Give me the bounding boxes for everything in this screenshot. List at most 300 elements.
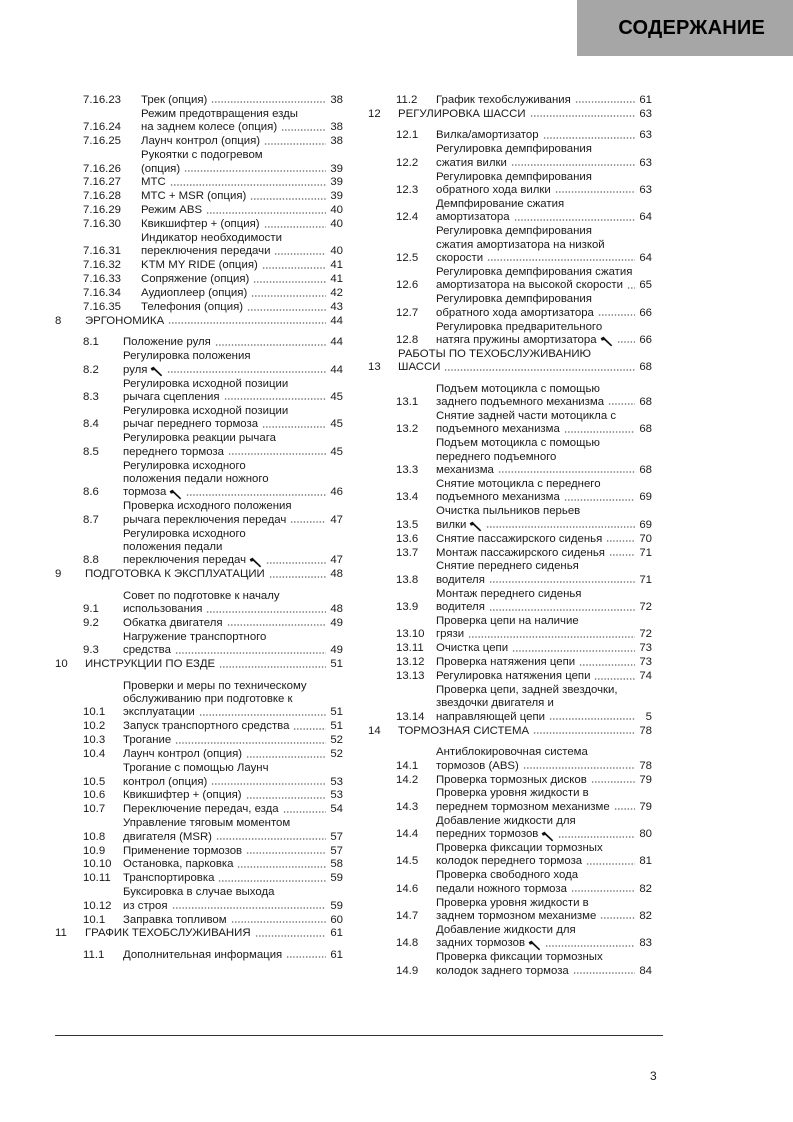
entry-page-number: 78 (639, 724, 652, 737)
entry-page-number: 68 (639, 361, 652, 374)
entry-number: 10.2 (83, 720, 106, 733)
entry-page-number: 63 (639, 129, 652, 142)
entry-title-line: Остановка, парковка (123, 858, 234, 871)
dot-leader (530, 114, 635, 118)
toc-entry[interactable] (83, 886, 343, 913)
entry-title-line: Снятие пассажирского сиденья (436, 532, 603, 545)
entry-title-line: KTM MY RIDE (опция) (141, 259, 258, 272)
entry-title-line: подъемного механизма (436, 491, 560, 504)
dot-leader (571, 889, 635, 893)
toc-entry[interactable] (83, 748, 343, 761)
entry-title-line: скорости (436, 251, 484, 264)
dot-leader (489, 580, 635, 584)
entry-page-number: 82 (639, 910, 652, 923)
toc-entry[interactable] (396, 869, 652, 896)
toc-entry[interactable] (396, 505, 652, 532)
wrench-icon (528, 940, 541, 951)
dot-leader (487, 258, 635, 262)
entry-page-number: 54 (330, 803, 343, 816)
entry-page-number: 38 (330, 135, 343, 148)
entry-title-line: Проверка цепи на наличие (436, 615, 579, 628)
dot-leader (186, 493, 326, 497)
entry-number: 13.1 (396, 396, 419, 409)
entry-page-number: 49 (330, 644, 343, 657)
dot-leader (211, 100, 326, 104)
entry-title-line: использования (123, 603, 203, 616)
entry-page-number: 82 (639, 882, 652, 895)
entry-number: 7.16.31 (83, 245, 122, 258)
entry-number: 8.7 (83, 513, 99, 526)
entry-title-line: обратного хода амортизатора (436, 306, 594, 319)
entry-title-line: сжатия амортизатора на низкой (436, 238, 605, 251)
toc-entry[interactable] (396, 143, 652, 170)
toc-section-entry[interactable] (55, 315, 343, 328)
entry-page-number: 52 (330, 748, 343, 761)
entry-title-line: Проверка исходного положения (123, 500, 292, 513)
section-header-tab (577, 0, 793, 56)
dot-leader (617, 340, 635, 344)
entry-page-number: 78 (639, 759, 652, 772)
toc-entry[interactable] (396, 129, 652, 142)
entry-page-number: 44 (330, 315, 343, 327)
dot-leader (283, 810, 326, 814)
toc-section-entry[interactable] (55, 927, 343, 940)
toc-entry[interactable] (83, 720, 343, 733)
dot-leader (606, 539, 635, 543)
entry-page-number: 65 (639, 279, 652, 292)
toc-entry[interactable] (396, 774, 652, 787)
entry-title-line: механизма (436, 464, 494, 477)
entry-page-number: 81 (639, 855, 652, 868)
entry-page-number: 61 (639, 94, 652, 106)
entry-title-line: Телефония (опция) (141, 301, 244, 314)
dot-leader (269, 575, 326, 579)
toc-entry[interactable] (396, 684, 652, 724)
entry-title-line: ТОРМОЗНАЯ СИСТЕМА (398, 724, 530, 737)
toc-entry[interactable] (396, 171, 652, 198)
entry-page-number: 80 (639, 828, 652, 841)
toc-entry[interactable] (83, 858, 343, 871)
dot-leader (608, 402, 635, 406)
entry-page-number: 39 (330, 190, 343, 203)
toc-entry[interactable] (83, 872, 343, 885)
entry-title-line: Нагружение транспортного (123, 630, 267, 643)
entry-number: 12.1 (396, 129, 419, 142)
entry-title-line: водителя (436, 601, 485, 614)
entry-number: 12.3 (396, 183, 419, 196)
entry-title-line: колодок переднего тормоза (436, 855, 583, 868)
entry-title-line: Демпфирование сжатия (436, 197, 565, 210)
entry-number: 8.4 (83, 418, 99, 431)
toc-entry[interactable] (396, 547, 652, 560)
entry-title-line: обслуживанию при подготовке к (123, 693, 293, 706)
entry-title-line: Регулировка демпфирования (436, 143, 592, 156)
entry-page-number: 60 (330, 913, 343, 926)
entry-page-number: 46 (330, 486, 343, 499)
entry-title-line: из строя (123, 899, 168, 912)
dot-leader (255, 934, 326, 938)
dot-leader (175, 651, 326, 655)
toc-entry[interactable] (83, 500, 343, 527)
entry-number: 14.8 (396, 937, 419, 950)
entry-title-line: амортизатора на высокой скорости (436, 279, 623, 292)
entry-page-number: 70 (639, 532, 652, 545)
entry-title-line: Проверка уровня жидкости в (436, 787, 589, 800)
dot-leader (172, 906, 326, 910)
entry-number: 14.3 (396, 800, 419, 813)
toc-entry[interactable] (83, 149, 343, 176)
dot-leader (555, 190, 635, 194)
dot-leader (228, 452, 326, 456)
entry-page-number: 38 (330, 94, 343, 106)
entry-title-line: вилки (436, 518, 467, 531)
entry-number: 14.1 (396, 759, 419, 772)
entry-page-number: 41 (330, 273, 343, 286)
entry-title-line: подъемного механизма (436, 423, 560, 436)
entry-number: 14.7 (396, 910, 419, 923)
toc-entry[interactable] (83, 204, 343, 217)
entry-number: 10.9 (83, 844, 106, 857)
section-number: 11 (55, 927, 67, 940)
dot-leader (498, 470, 635, 474)
entry-number: 10.11 (83, 872, 111, 885)
entry-number: 10.5 (83, 775, 106, 788)
dot-leader (170, 183, 326, 187)
entry-page-number: 57 (330, 830, 343, 843)
entry-title-line: рычаг переднего тормоза (123, 418, 259, 431)
entry-number: 7.16.30 (83, 218, 122, 231)
toc-entry[interactable] (396, 478, 652, 505)
toc-entry[interactable] (396, 588, 652, 615)
entry-title-line: Запуск транспортного средства (123, 720, 290, 733)
entry-title-line: Регулировка реакции рычага (123, 432, 276, 445)
dot-leader (486, 525, 635, 529)
toc-entry[interactable] (83, 336, 343, 349)
entry-title-line: переднего подъемного (436, 450, 557, 463)
dot-leader (591, 780, 635, 784)
entry-title-line: Дополнительная информация (123, 948, 283, 961)
toc-entry[interactable] (83, 680, 343, 720)
entry-title-line: РАБОТЫ ПО ТЕХОБСЛУЖИВАНИЮ (398, 347, 592, 360)
entry-number: 14.9 (396, 964, 419, 977)
toc-entry[interactable] (83, 405, 343, 432)
dot-leader (564, 430, 635, 434)
entry-page-number: 61 (330, 948, 343, 961)
entry-title-line: Сопряжение (опция) (141, 273, 250, 286)
toc-entry[interactable] (83, 432, 343, 459)
footer-divider (55, 1035, 663, 1036)
entry-title-line: Применение тормозов (123, 844, 243, 857)
dot-leader (247, 308, 326, 312)
entry-title-line: Антиблокировочная система (436, 746, 588, 759)
toc-entry[interactable] (396, 383, 652, 410)
toc-entry[interactable] (83, 528, 343, 568)
toc-entry[interactable] (396, 94, 652, 107)
entry-title-line: переднем тормозном механизме (436, 800, 610, 813)
dot-leader (246, 796, 326, 800)
entry-page-number: 42 (330, 287, 343, 300)
toc-entry[interactable] (396, 787, 652, 814)
entry-number: 10.7 (83, 803, 106, 816)
entry-number: 10.1 (83, 706, 106, 719)
dot-leader (564, 498, 635, 502)
dot-leader (290, 520, 326, 524)
entry-title-line: ГРАФИК ТЕХОБСЛУЖИВАНИЯ (85, 927, 251, 940)
toc-entry[interactable] (396, 437, 652, 477)
toc-entry[interactable] (83, 301, 343, 314)
entry-title-line: Проверка фиксации тормозных (436, 842, 603, 855)
toc-entry[interactable] (396, 615, 652, 642)
entry-title-line: Переключение передач, езда (123, 803, 279, 816)
toc-entry[interactable] (83, 378, 343, 405)
entry-title-line: Регулировка исходного (123, 527, 246, 540)
entry-number: 13.5 (396, 518, 419, 531)
toc-entry[interactable] (396, 924, 652, 951)
dot-leader (216, 837, 326, 841)
dot-leader (545, 944, 635, 948)
section-number: 13 (368, 361, 381, 374)
toc-entry[interactable] (396, 293, 652, 320)
toc-entry[interactable] (396, 266, 652, 293)
entry-page-number: 45 (330, 418, 343, 431)
entry-number: 11.1 (83, 948, 105, 961)
entry-number: 14.6 (396, 882, 419, 895)
toc-entry[interactable] (83, 190, 343, 203)
entry-page-number: 45 (330, 445, 343, 458)
toc-entry[interactable] (83, 817, 343, 844)
dot-leader (206, 211, 326, 215)
entry-number: 7.16.27 (83, 176, 122, 189)
entry-title-line: контрол (опция) (123, 775, 208, 788)
entry-number: 7.16.34 (83, 287, 122, 300)
dot-leader (533, 731, 635, 735)
toc-entry[interactable] (396, 897, 652, 924)
toc-entry[interactable] (396, 842, 652, 869)
entry-title-line: ШАССИ (398, 361, 441, 374)
entry-number: 8.1 (83, 336, 99, 349)
entry-number: 8.5 (83, 445, 99, 458)
entry-page-number: 43 (330, 301, 343, 314)
section-number: 12 (368, 107, 381, 120)
section-number: 14 (368, 724, 381, 737)
toc-entry[interactable] (396, 951, 652, 978)
toc-left-column (55, 94, 343, 962)
entry-title-line: Проверки и меры по техническому (123, 679, 307, 692)
entry-title-line: рычага переключения передач (123, 513, 287, 526)
toc-entry[interactable] (396, 746, 652, 773)
dot-leader (543, 136, 635, 140)
toc-entry[interactable] (83, 232, 343, 259)
toc-entry[interactable] (83, 94, 343, 107)
toc-entry[interactable] (396, 815, 652, 842)
entry-number: 7.16.32 (83, 259, 122, 272)
toc-entry[interactable] (83, 460, 343, 500)
entry-page-number: 59 (330, 872, 343, 885)
toc-entry[interactable] (396, 670, 652, 683)
section-number: 9 (55, 568, 62, 581)
dot-leader (293, 727, 326, 731)
entry-page-number: 48 (330, 603, 343, 616)
toc-entry[interactable] (83, 734, 343, 747)
entry-title-line: эксплуатации (123, 706, 195, 719)
entry-title-line: Регулировка предварительного (436, 320, 603, 333)
toc-entry[interactable] (396, 410, 652, 437)
toc-section-entry[interactable] (368, 348, 652, 375)
entry-page-number: 72 (639, 601, 652, 614)
entry-number: 13.14 (396, 710, 425, 723)
wrench-icon (249, 557, 262, 568)
toc-entry[interactable] (396, 642, 652, 655)
entry-title-line: Квикшифтер + (опция) (123, 789, 242, 802)
entry-number: 7.16.24 (83, 121, 122, 134)
entry-title-line: ЭРГОНОМИКА (85, 315, 165, 327)
entry-title-line: Проверка натяжения цепи (436, 656, 576, 669)
entry-page-number: 39 (330, 162, 343, 175)
entry-number: 7.16.25 (83, 135, 122, 148)
entry-number: 13.9 (396, 601, 419, 614)
entry-title-line: Положение руля (123, 336, 211, 349)
toc-entry[interactable] (83, 218, 343, 231)
toc-entry[interactable] (83, 176, 343, 189)
dot-leader (231, 920, 326, 924)
toc-entry[interactable] (83, 789, 343, 802)
entry-title-line: Буксировка в случае выхода (123, 886, 275, 899)
toc-entry[interactable] (83, 803, 343, 816)
entry-number: 8.2 (83, 363, 99, 376)
entry-page-number: 63 (639, 156, 652, 169)
entry-number: 13.3 (396, 464, 419, 477)
entry-title-line: Трогание (123, 734, 172, 747)
dot-leader (489, 608, 635, 612)
dot-leader (206, 610, 326, 614)
dot-leader (264, 225, 326, 229)
entry-page-number: 68 (639, 423, 652, 436)
entry-title-line: Совет по подготовке к началу (123, 589, 280, 602)
entry-title-line: переключения передач (123, 554, 247, 567)
entry-title-line: водителя (436, 573, 485, 586)
entry-page-number: 66 (639, 333, 652, 346)
dot-leader (573, 971, 635, 975)
entry-page-number: 63 (639, 183, 652, 196)
toc-section-entry[interactable] (368, 725, 652, 738)
dot-leader (253, 280, 326, 284)
toc-entry[interactable] (83, 287, 343, 300)
dot-leader (219, 665, 326, 669)
entry-number: 14.4 (396, 828, 419, 841)
entry-title-line: Режим предотвращения езды (141, 107, 298, 120)
entry-title-line: положения педали ножного (123, 472, 269, 485)
entry-title-line: тормозов (ABS) (436, 759, 519, 772)
entry-page-number: 47 (330, 513, 343, 526)
entry-title-line: ПОДГОТОВКА К ЭКСПЛУАТАЦИИ (85, 568, 265, 581)
entry-number: 7.16.29 (83, 204, 122, 217)
entry-page-number: 61 (330, 927, 343, 940)
toc-entry[interactable] (396, 533, 652, 546)
dot-leader (262, 266, 326, 270)
entry-number: 7.16.23 (83, 94, 122, 106)
entry-title-line: Управление тяговым моментом (123, 817, 291, 830)
entry-page-number: 40 (330, 245, 343, 258)
entry-number: 8.3 (83, 391, 99, 404)
toc-entry[interactable] (83, 350, 343, 377)
toc-entry[interactable] (396, 656, 652, 669)
entry-title-line: положения педали (123, 541, 223, 553)
entry-number: 10.3 (83, 734, 106, 747)
toc-entry[interactable] (396, 560, 652, 587)
toc-entry[interactable] (396, 198, 652, 225)
dot-leader (237, 865, 326, 869)
wrench-icon (469, 521, 482, 532)
entry-number: 10.6 (83, 789, 106, 802)
toc-entry[interactable] (83, 762, 343, 789)
toc-section-entry[interactable] (368, 108, 652, 121)
toc-entry[interactable] (396, 225, 652, 265)
entry-page-number: 74 (639, 670, 652, 683)
dot-leader (218, 879, 326, 883)
entry-page-number: 66 (639, 306, 652, 319)
dot-leader (262, 425, 326, 429)
entry-page-number: 40 (330, 218, 343, 231)
toc-entry[interactable] (83, 590, 343, 617)
dot-leader (523, 766, 635, 770)
entry-title-line: Снятие задней части мотоцикла с (436, 409, 617, 422)
toc-entry[interactable] (83, 949, 343, 962)
section-number: 8 (55, 315, 62, 327)
toc-entry[interactable] (83, 845, 343, 858)
entry-number: 13.6 (396, 532, 419, 545)
dot-leader (614, 807, 635, 811)
entry-title-line: Трогание с помощью Лаунч (123, 762, 269, 775)
entry-title-line: Рукоятки с подогревом (141, 149, 263, 162)
entry-page-number: 69 (639, 491, 652, 504)
dot-leader (514, 218, 635, 222)
dot-leader (512, 649, 635, 653)
toc-entry[interactable] (83, 135, 343, 148)
toc-entry[interactable] (83, 273, 343, 286)
entry-page-number: 79 (639, 800, 652, 813)
entry-title-line: Снятие переднего сиденья (436, 560, 579, 573)
entry-number: 13.12 (396, 656, 425, 669)
toc-section-entry[interactable] (55, 568, 343, 581)
dot-leader (549, 717, 635, 721)
section-number: 10 (55, 658, 68, 671)
toc-entry[interactable] (83, 631, 343, 658)
entry-page-number: 38 (330, 121, 343, 134)
toc-entry[interactable] (83, 617, 343, 630)
toc-entry[interactable] (83, 914, 343, 927)
entry-title-line: заднего подъемного механизма (436, 396, 605, 409)
entry-title-line: на заднем колесе (опция) (141, 121, 278, 134)
toc-entry[interactable] (396, 321, 652, 348)
dot-leader (167, 370, 326, 374)
wrench-icon (150, 366, 163, 377)
entry-title-line: тормоза (123, 486, 167, 499)
entry-page-number: 52 (330, 734, 343, 747)
entry-title-line: MTC (141, 176, 166, 189)
dot-leader (468, 635, 635, 639)
toc-entry[interactable] (83, 259, 343, 272)
entry-number: 9.1 (83, 603, 99, 616)
entry-title-line: Регулировка демпфирования (436, 293, 592, 306)
entry-title-line: педали ножного тормоза (436, 882, 567, 895)
entry-page-number: 53 (330, 775, 343, 788)
toc-section-entry[interactable] (55, 658, 343, 671)
toc-entry[interactable] (83, 108, 343, 135)
entry-title-line: Обкатка двигателя (123, 617, 223, 630)
dot-leader (251, 294, 326, 298)
entry-title-line: РЕГУЛИРОВКА ШАССИ (398, 107, 526, 120)
entry-number: 13.10 (396, 628, 425, 641)
